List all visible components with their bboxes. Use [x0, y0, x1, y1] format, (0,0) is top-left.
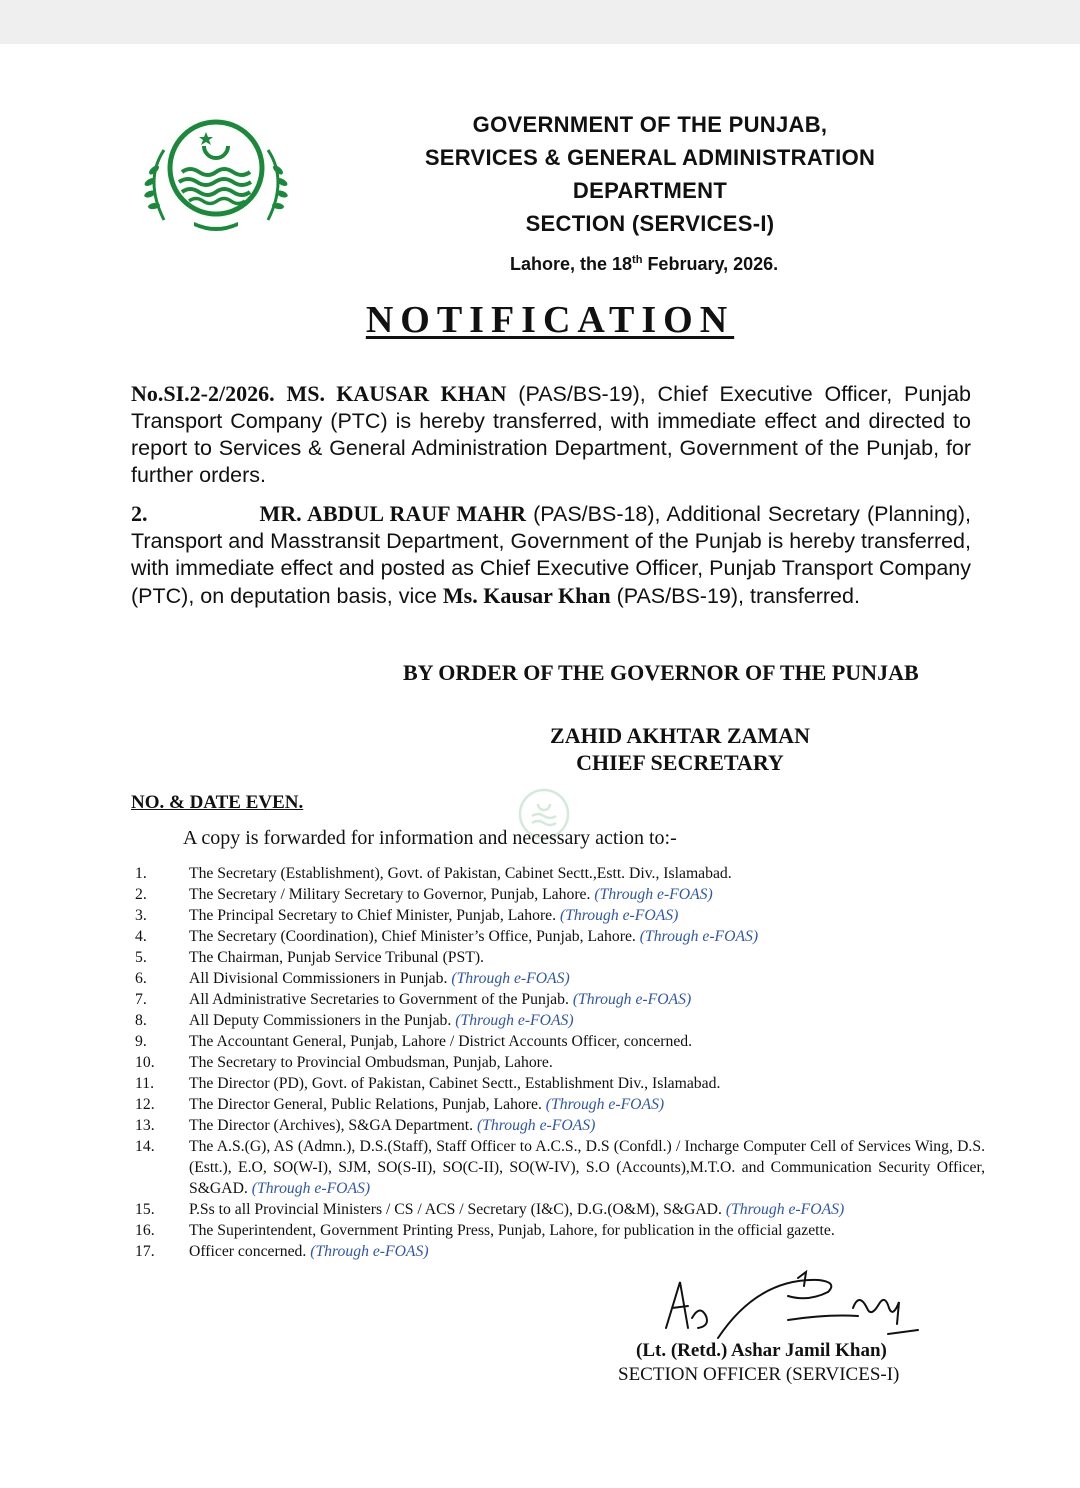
chief-secretary-title: CHIEF SECRETARY	[576, 750, 784, 775]
distribution-item	[135, 947, 985, 968]
item-number: 12.	[135, 1096, 155, 1113]
through-efoas-note: (Through e-FOAS)	[639, 928, 759, 945]
distribution-item	[135, 989, 985, 1010]
distribution-item	[135, 1052, 985, 1073]
item-text: The Superintendent, Government Printing Press, Punjab, Lahore, for publication in the official gazette.	[189, 1222, 835, 1239]
reference-number: No.SI.2-2/2026.	[131, 381, 275, 406]
item-number: 2.	[135, 886, 147, 903]
distribution-item	[135, 1031, 985, 1052]
header-department-line1: SERVICES & GENERAL ADMINISTRATION	[424, 145, 876, 170]
punjab-government-logo	[126, 110, 306, 240]
item-number: 1.	[135, 865, 147, 882]
item-number: 16.	[135, 1222, 155, 1239]
through-efoas-note: (Through e-FOAS)	[594, 886, 713, 903]
through-efoas-note: (Through e-FOAS)	[310, 1243, 429, 1260]
item-text: All Administrative Secretaries to Government of the Punjab. (Through e-FOAS)	[189, 991, 692, 1008]
order-line: BY ORDER OF THE GOVERNOR OF THE PUNJAB	[403, 660, 919, 685]
copy-forwarded-line: A copy is forwarded for information and necessary action to:-	[183, 827, 677, 849]
through-efoas-note: (Through e-FOAS)	[545, 1096, 665, 1113]
item-number: 5.	[135, 949, 147, 966]
item-text: The A.S.(G), AS (Admn.), D.S.(Staff), Staff Officer to A.C.S., D.S (Confdl.) / Incharge Computer Cell of Services Wing, D.S.(Estt.), E.O, SO(W-I), SJM, SO(S-II), SO(C-II), SO(W-IV), S.O (Accounts),M.T.O. and Communication Security Officer, S&GAD. (Through e-FOAS)	[189, 1138, 985, 1197]
item-number: 17.	[135, 1243, 155, 1260]
header-department-line2: DEPARTMENT	[572, 178, 728, 203]
item-text: All Deputy Commissioners in the Punjab. (Through e-FOAS)	[189, 1012, 574, 1029]
item-text: All Divisional Commissioners in Punjab. (Through e-FOAS)	[189, 970, 570, 987]
item-number: 4.	[135, 928, 147, 945]
through-efoas-note: (Through e-FOAS)	[455, 1012, 574, 1029]
item-number: 6.	[135, 970, 147, 987]
item-text: The Secretary (Coordination), Chief Minister’s Office, Punjab, Lahore. (Through e-FOAS)	[189, 928, 759, 945]
distribution-item	[135, 968, 985, 989]
distribution-item	[135, 1220, 985, 1241]
item-number: 15.	[135, 1201, 155, 1218]
distribution-item	[135, 1115, 985, 1136]
item-number: 14.	[135, 1138, 155, 1155]
item-number: 3.	[135, 907, 147, 924]
header-government: GOVERNMENT OF THE PUNJAB,	[472, 112, 828, 137]
item-text: The Secretary / Military Secretary to Governor, Punjab, Lahore. (Through e-FOAS)	[189, 886, 713, 903]
section-officer-title: SECTION OFFICER (SERVICES-I)	[618, 1364, 900, 1385]
viewer-top-bar	[0, 0, 1080, 44]
item-text: The Accountant General, Punjab, Lahore / District Accounts Officer, concerned.	[189, 1033, 693, 1050]
distribution-item	[135, 905, 985, 926]
no-and-date-even: NO. & DATE EVEN.	[131, 792, 304, 813]
through-efoas-note: (Through e-FOAS)	[251, 1180, 371, 1197]
through-efoas-note: (Through e-FOAS)	[476, 1117, 596, 1134]
distribution-item	[135, 1136, 985, 1199]
item-text: The Secretary (Establishment), Govt. of Pakistan, Cabinet Sectt.,Estt. Div., Islamabad.	[189, 865, 732, 882]
distribution-item	[135, 926, 985, 947]
item-text: The Chairman, Punjab Service Tribunal (PST).	[189, 949, 484, 966]
through-efoas-note: (Through e-FOAS)	[572, 991, 692, 1008]
item-number: 7.	[135, 991, 147, 1008]
date-line: Lahore, the 18th February, 2026.	[510, 254, 779, 274]
section-officer-name: (Lt. (Retd.) Ashar Jamil Khan)	[636, 1340, 887, 1361]
item-text: The Secretary to Provincial Ombudsman, Punjab, Lahore.	[189, 1054, 553, 1071]
paragraph-2: 2. MR. ABDUL RAUF MAHR (PAS/BS-18), Additional Secretary (Planning), Transport and Masstransit Department, Government of the Punjab is hereby transferred, with immediate effect and posted as Chief Executive Officer, Punjab Transport Company (PTC), on deputation basis, vice Ms. Kausar Khan (PAS/BS-19), transferred.	[131, 501, 971, 608]
distribution-item	[135, 1010, 985, 1031]
distribution-item	[135, 1094, 985, 1115]
distribution-item	[135, 1241, 985, 1262]
through-efoas-note: (Through e-FOAS)	[725, 1201, 845, 1218]
distribution-list	[135, 863, 985, 1262]
item-text: P.Ss to all Provincial Ministers / CS / ACS / Secretary (I&C), D.G.(O&M), S&GAD. (Through e-FOAS)	[189, 1201, 845, 1218]
notification-title: NOTIFICATION	[365, 299, 735, 341]
item-text: The Director General, Public Relations, Punjab, Lahore. (Through e-FOAS)	[189, 1096, 665, 1113]
distribution-item	[135, 1073, 985, 1094]
through-efoas-note: (Through e-FOAS)	[451, 970, 570, 987]
header-section: SECTION (SERVICES-I)	[525, 211, 775, 236]
distribution-item	[135, 863, 985, 884]
item-number: 10.	[135, 1054, 155, 1071]
item-text: The Director (Archives), S&GA Department. (Through e-FOAS)	[189, 1117, 596, 1134]
item-number: 8.	[135, 1012, 147, 1029]
officer-name: MS. KAUSAR KHAN	[286, 381, 507, 406]
item-number: 9.	[135, 1033, 147, 1050]
through-efoas-note: (Through e-FOAS)	[559, 907, 679, 924]
chief-secretary-name: ZAHID AKHTAR ZAMAN	[550, 723, 810, 748]
distribution-item	[135, 884, 985, 905]
item-text: The Principal Secretary to Chief Minister, Punjab, Lahore. (Through e-FOAS)	[189, 907, 679, 924]
distribution-item	[135, 1199, 985, 1220]
item-number: 13.	[135, 1117, 155, 1134]
item-number: 11.	[135, 1075, 155, 1092]
paragraph-1: No.SI.2-2/2026. MS. KAUSAR KHAN (PAS/BS-19), Chief Executive Officer, Punjab Transport Company (PTC) is hereby transferred, with immediate effect and directed to report to Services & General Administration Department, Government of the Punjab, for further orders.	[131, 381, 972, 487]
handwritten-signature	[648, 1268, 928, 1350]
officer-name: MR. ABDUL RAUF MAHR	[259, 501, 526, 526]
item-text: Officer concerned. (Through e-FOAS)	[189, 1243, 429, 1260]
item-text: The Director (PD), Govt. of Pakistan, Cabinet Sectt., Establishment Div., Islamabad.	[189, 1075, 721, 1092]
